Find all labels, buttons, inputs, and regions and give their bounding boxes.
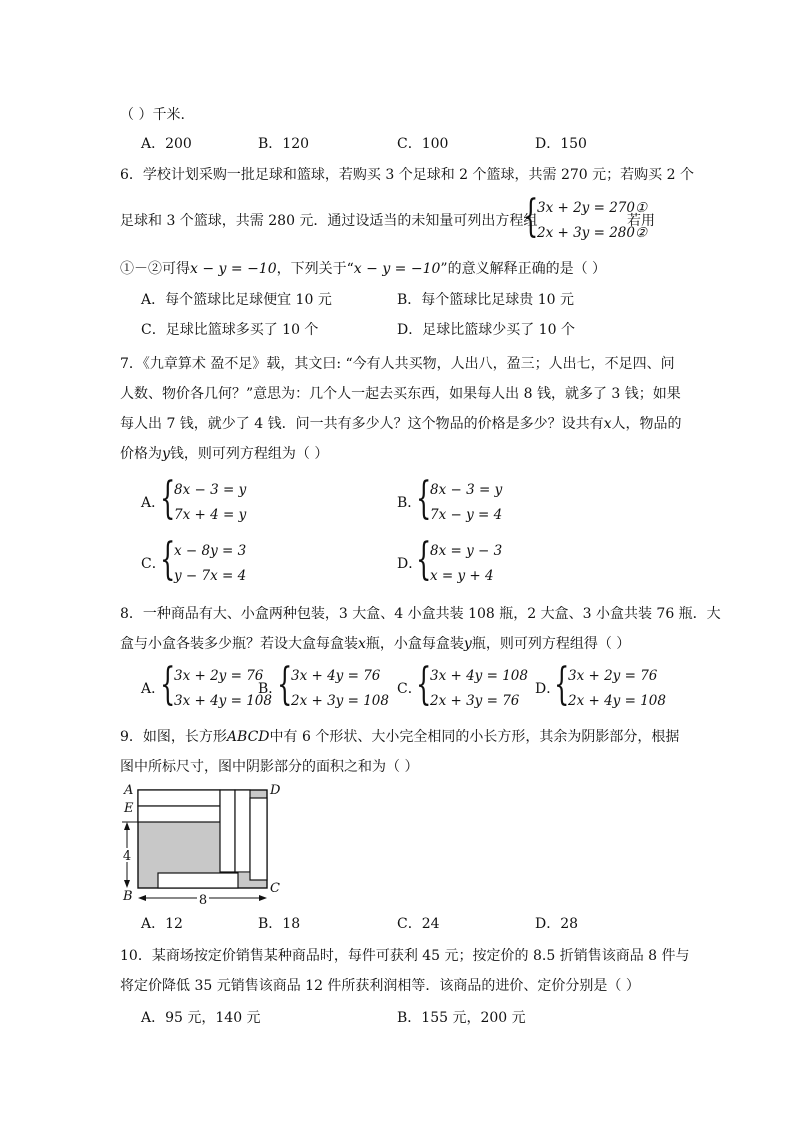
q8-option-a-system: { 3x + 2y = 76 3x + 4y = 108 xyxy=(160,659,272,710)
q10-line2: 将定价降低 35 元销售该商品 12 件所获利润相等．该商品的进价、定价分别是（ ） xyxy=(120,978,640,994)
q9-line2: 图中所标尺寸，图中阴影部分的面积之和为（ ） xyxy=(120,759,419,775)
q7-option-b-label: B． xyxy=(397,495,422,511)
q6-line1: 6．学校计划采购一批足球和篮球，若购买 3 个足球和 2 个篮球，共需 270 元；若购买 2 个 xyxy=(120,167,694,183)
arrow-right-icon xyxy=(259,895,267,901)
q7-option-a-system: { 8x − 3 = y 7x + 4 = y xyxy=(160,473,247,524)
q7-line2: 人数、物价各几何？”意思为：几个人一起去买东西，如果每人出 8 钱，就多了 3 钱；如果 xyxy=(120,386,681,402)
vertex-label-a: A xyxy=(124,783,134,798)
small-rectangle-1 xyxy=(138,790,220,806)
q7-option-c-system: { x − 8y = 3 y − 7x = 4 xyxy=(160,534,247,585)
q5-option-d: D．150 xyxy=(535,136,587,152)
q6-equation-2: 2x + 3y = 280② xyxy=(537,225,648,241)
vertex-label-c: C xyxy=(270,881,280,896)
q7-line4: 价格为y钱，则可列方程组为（ ） xyxy=(120,446,329,462)
q5-option-b: B．120 xyxy=(258,136,310,152)
q10-option-b: B．155 元，200 元 xyxy=(397,1010,526,1026)
q9-option-d: D．28 xyxy=(535,916,579,932)
q6-option-b: B．每个篮球比足球贵 10 元 xyxy=(397,292,575,308)
q9-option-b: B．18 xyxy=(258,916,301,932)
q7-option-b-system: { 8x − 3 = y 7x − y = 4 xyxy=(416,473,503,524)
q8-option-a-label: A． xyxy=(141,681,166,697)
q6-option-a: A．每个篮球比足球便宜 10 元 xyxy=(141,292,332,308)
q10-option-a: A．95 元，140 元 xyxy=(141,1010,261,1026)
q5-option-a: A．200 xyxy=(141,136,192,152)
small-rectangle-3 xyxy=(220,790,235,872)
q7-line1: 7．《九章算术 盈不足》载，其文曰: “今有人共买物，人出八，盈三；人出七，不足四、问 xyxy=(120,356,675,372)
q8-option-c-label: C． xyxy=(397,681,422,697)
q9-figure xyxy=(118,780,293,910)
shaded-region-top-right xyxy=(250,790,267,798)
vertex-label-e: E xyxy=(124,801,134,816)
q6-equation-1: 3x + 2y = 270① xyxy=(537,200,648,216)
q8-option-d-label: D． xyxy=(535,681,561,697)
arrow-up-icon xyxy=(124,822,130,830)
q9-option-c: C．24 xyxy=(397,916,440,932)
q6-line3: ①－②可得x − y = −10，下列关于“x − y = −10”的意义解释正确的是（ ） xyxy=(120,261,607,277)
q8-line2: 盒与小盒各装多少瓶？若设大盒每盒装x瓶，小盒每盒装y瓶，则可列方程组得（ ） xyxy=(120,636,631,652)
small-rectangle-5 xyxy=(250,798,267,880)
q6-option-c: C．足球比篮球多买了 10 个 xyxy=(141,322,319,338)
q10-line1: 10．某商场按定价销售某种商品时，每件可获利 45 元；按定价的 8.5 折销售该商品 8 件与 xyxy=(120,948,690,964)
vertex-label-d: D xyxy=(270,783,281,798)
vertex-label-b: B xyxy=(123,889,133,904)
small-rectangle-6 xyxy=(158,873,238,888)
q5-option-c: C．100 xyxy=(397,136,449,152)
q8-option-c-system: { 3x + 4y = 108 2x + 3y = 76 xyxy=(416,659,528,710)
q7-option-d-label: D． xyxy=(397,556,423,572)
q7-option-a-label: A． xyxy=(141,495,166,511)
q7-line3: 每人出 7 钱，就少了 4 钱．问一共有多少人？这个物品的价格是多少？设共有x人，物品的 xyxy=(120,416,682,432)
q8-option-d-system: { 3x + 2y = 76 2x + 4y = 108 xyxy=(554,659,666,710)
q6-line2-prefix: 足球和 3 个篮球，共需 280 元．通过设适当的未知量可列出方程组 xyxy=(120,213,538,229)
q7-option-c-label: C． xyxy=(141,556,166,572)
arrow-left-icon xyxy=(138,895,146,901)
dimension-label-horizontal: 8 xyxy=(198,893,208,908)
q7-option-d-system: { 8x = y − 3 x = y + 4 xyxy=(416,534,503,585)
q8-option-b-system: { 3x + 4y = 76 2x + 3y = 108 xyxy=(277,659,389,710)
brace-symbol: { xyxy=(523,191,539,242)
q8-line1: 8．一种商品有大、小盒两种包装，3 大盒、4 小盒共装 108 瓶，2 大盒、3 小盒共装 76 瓶．大 xyxy=(120,606,721,622)
dimension-label-vertical: 4 xyxy=(122,849,132,864)
small-rectangle-2 xyxy=(138,806,220,822)
q9-option-a: A．12 xyxy=(141,916,183,932)
q6-line2-suffix: 若用 xyxy=(627,213,655,229)
q6-option-d: D．足球比篮球少买了 10 个 xyxy=(397,322,575,338)
small-rectangle-4 xyxy=(235,790,250,872)
q9-line1: 9．如图，长方形ABCD中有 6 个形状、大小完全相同的小长方形，其余为阴影部分，根据 xyxy=(120,729,680,745)
q5-tail: （ ）千米. xyxy=(120,107,185,123)
arrow-down-icon xyxy=(124,880,130,888)
q8-option-b-label: B． xyxy=(258,681,283,697)
